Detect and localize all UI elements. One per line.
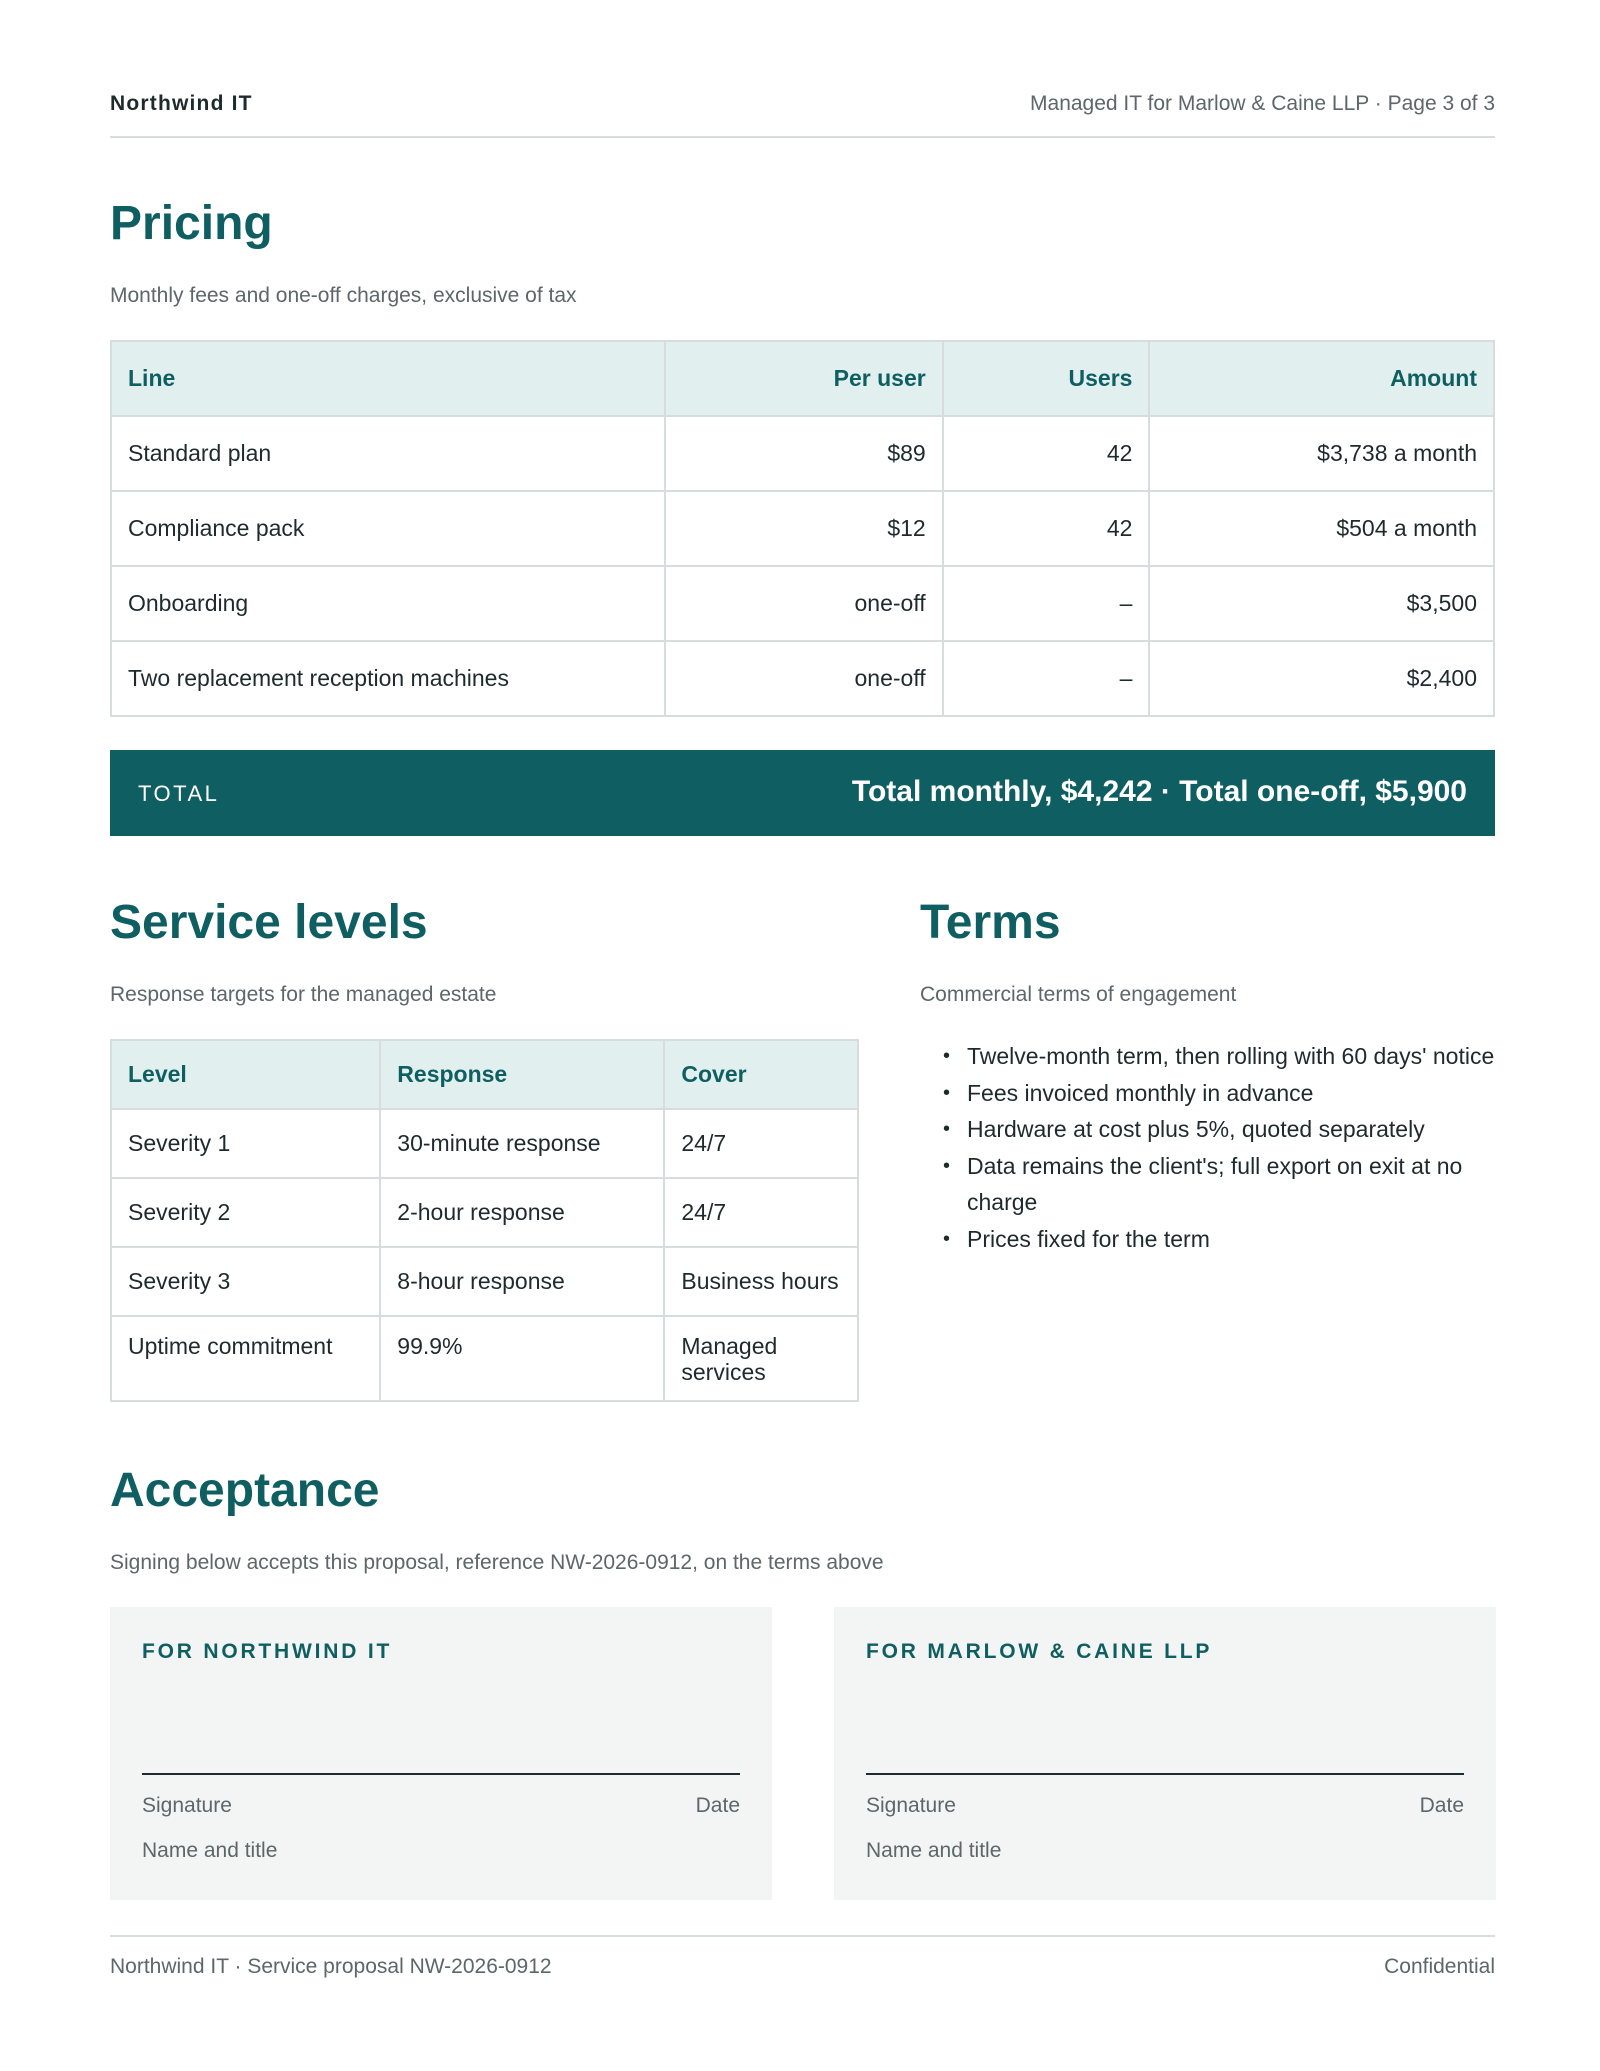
total-value: Total monthly, $4,242 · Total one-off, $5,900 <box>851 775 1467 808</box>
confidential-label: Confidential <box>1384 1955 1495 1978</box>
table-row <box>111 641 1494 716</box>
pricing-title: Pricing <box>110 197 273 250</box>
amount-cell: $3,738 a month <box>1149 416 1494 491</box>
acceptance-title: Acceptance <box>110 1464 380 1517</box>
name-title-label: Name and title <box>142 1839 278 1862</box>
footer-reference: Northwind IT · Service proposal NW-2026-0912 <box>110 1955 552 1978</box>
response-cell: 2-hour response <box>380 1178 664 1247</box>
total-band <box>110 750 1495 836</box>
signature-block-marlow-caine <box>834 1607 1496 1900</box>
signature-block-northwind <box>110 1607 772 1900</box>
table-header-row <box>111 341 1494 416</box>
table-row <box>111 1109 858 1178</box>
signature-line[interactable] <box>866 1773 1464 1775</box>
column-header: Amount <box>1149 341 1494 416</box>
terms-list <box>920 1038 1520 1257</box>
table-row <box>111 566 1494 641</box>
users-cell: – <box>943 566 1150 641</box>
cover-cell: Business hours <box>664 1247 858 1316</box>
signature-line[interactable] <box>142 1773 740 1775</box>
signature-label: Signature <box>142 1794 232 1817</box>
table-row <box>111 491 1494 566</box>
line-cell: Two replacement reception machines <box>111 641 665 716</box>
users-cell: 42 <box>943 416 1150 491</box>
total-label: TOTAL <box>138 781 220 806</box>
signature-heading: FOR MARLOW & CAINE LLP <box>866 1640 1213 1663</box>
line-cell: Onboarding <box>111 566 665 641</box>
service-levels-table <box>110 1039 859 1402</box>
response-cell: 8-hour response <box>380 1247 664 1316</box>
service-levels-subtitle: Response targets for the managed estate <box>110 983 497 1006</box>
date-label: Date <box>1419 1794 1464 1817</box>
column-header: Line <box>111 341 665 416</box>
service-levels-title: Service levels <box>110 896 428 949</box>
column-header: Level <box>111 1040 380 1109</box>
company-name: Northwind IT <box>110 92 253 115</box>
level-cell: Severity 1 <box>111 1109 380 1178</box>
line-cell: Compliance pack <box>111 491 665 566</box>
cover-cell: Managed services <box>664 1316 858 1401</box>
table-header-row <box>111 1040 858 1109</box>
table-row <box>111 416 1494 491</box>
table-row <box>111 1178 858 1247</box>
response-cell: 30-minute response <box>380 1109 664 1178</box>
per-user-cell: one-off <box>665 641 943 716</box>
header-context: Managed IT for Marlow & Caine LLP · Page 3 of 3 <box>1030 92 1495 115</box>
cover-cell: 24/7 <box>664 1109 858 1178</box>
proposal-page <box>110 0 1495 2071</box>
level-cell: Severity 3 <box>111 1247 380 1316</box>
name-title-label: Name and title <box>866 1839 1002 1862</box>
column-header: Users <box>943 341 1150 416</box>
date-label: Date <box>695 1794 740 1817</box>
terms-item: • Data remains the client's; full export on exit at no charge <box>920 1148 1520 1221</box>
level-cell: Severity 2 <box>111 1178 380 1247</box>
terms-item: • Prices fixed for the term <box>920 1221 1520 1258</box>
table-row <box>111 1247 858 1316</box>
terms-subtitle: Commercial terms of engagement <box>920 983 1237 1006</box>
line-cell: Standard plan <box>111 416 665 491</box>
column-header: Cover <box>664 1040 858 1109</box>
terms-item: • Fees invoiced monthly in advance <box>920 1075 1520 1112</box>
amount-cell: $3,500 <box>1149 566 1494 641</box>
amount-cell: $504 a month <box>1149 491 1494 566</box>
acceptance-subtitle: Signing below accepts this proposal, reference NW-2026-0912, on the terms above <box>110 1551 884 1574</box>
terms-title: Terms <box>920 896 1061 949</box>
cover-cell: 24/7 <box>664 1178 858 1247</box>
page-footer <box>110 1935 1495 1977</box>
signature-label: Signature <box>866 1794 956 1817</box>
pricing-table <box>110 340 1495 717</box>
response-cell: 99.9% <box>380 1316 664 1401</box>
column-header: Response <box>380 1040 664 1109</box>
terms-item: • Twelve-month term, then rolling with 60 days' notice <box>920 1038 1520 1075</box>
users-cell: 42 <box>943 491 1150 566</box>
per-user-cell: one-off <box>665 566 943 641</box>
amount-cell: $2,400 <box>1149 641 1494 716</box>
terms-item: • Hardware at cost plus 5%, quoted separately <box>920 1111 1520 1148</box>
level-cell: Uptime commitment <box>111 1316 380 1401</box>
pricing-subtitle: Monthly fees and one-off charges, exclusive of tax <box>110 284 577 307</box>
column-header: Per user <box>665 341 943 416</box>
table-row <box>111 1316 858 1401</box>
per-user-cell: $89 <box>665 416 943 491</box>
per-user-cell: $12 <box>665 491 943 566</box>
signature-heading: FOR NORTHWIND IT <box>142 1640 393 1663</box>
users-cell: – <box>943 641 1150 716</box>
page-header <box>110 88 1495 138</box>
